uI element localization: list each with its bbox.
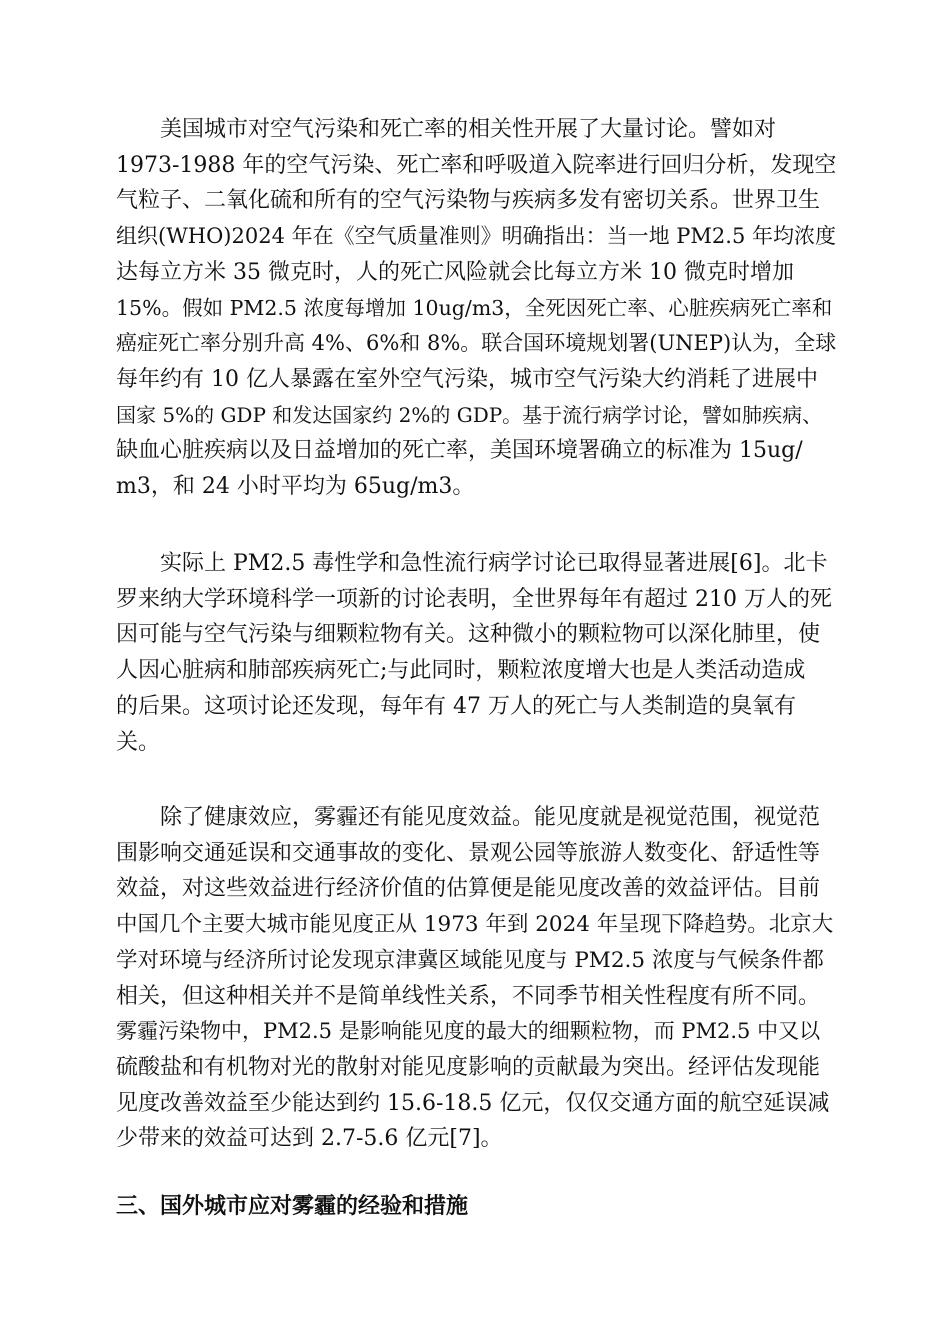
- paragraph-us-air-pollution-mortality: [116, 112, 836, 505]
- text-line: 效益，对这些效益进行经济价值的估算便是能见度改善的效益评估。目前: [116, 876, 821, 902]
- text-line: 因可能与空气污染与细颗粒物有关。这种微小的颗粒物可以深化肺里，使: [116, 622, 821, 648]
- text-line: 实际上 PM2.5 毒性学和急性流行病学讨论已取得显著进展[6]。北卡: [160, 551, 828, 576]
- text-line: 组织(WHO)2024 年在《空气质量准则》明确指出：当一地 PM2.5 年均浓度: [116, 224, 836, 249]
- text-line: 少带来的效益可达到 2.7-5.6 亿元[7]。: [116, 1126, 503, 1152]
- text-line: 中国几个主要大城市能见度正从 1973 年到 2024 年呈现下降趋势。北京大: [116, 912, 834, 938]
- text-line: 罗来纳大学环境科学一项新的讨论表明，全世界每年有超过 210 万人的死: [116, 586, 832, 612]
- text-line: 缺血心脏疾病以及日益增加的死亡率，美国环境署确立的标准为 15ug/: [116, 438, 803, 464]
- paragraph-pm25-toxicology: [116, 546, 836, 760]
- text-line: 关。: [116, 729, 161, 755]
- section-heading: 三、国外城市应对雾霾的经验和措施: [116, 1194, 469, 1219]
- text-line: 除了健康效应，雾霾还有能见度效益。能见度就是视觉范围，视觉范: [160, 805, 821, 830]
- text-line: 人因心脏病和肺部疾病死亡;与此同时，颗粒浓度增大也是人类活动造成: [116, 658, 806, 684]
- text-line: 硫酸盐和有机物对光的散射对能见度影响的贡献最为突出。经评估发现能: [116, 1054, 821, 1080]
- text-line: 国家 5%的 GDP 和发达国家约 2%的 GDP。基于流行病学讨论，譬如肺疾病、: [116, 402, 823, 427]
- text-line: 美国城市对空气污染和死亡率的相关性开展了大量讨论。譬如对: [160, 117, 777, 142]
- text-line: 每年约有 10 亿人暴露在室外空气污染，城市空气污染大约消耗了进展中: [116, 366, 818, 392]
- text-line: 相关，但这种相关并不是简单线性关系，不同季节相关性程度有所不同。: [116, 983, 821, 1009]
- paragraph-visibility-benefit: [116, 800, 836, 1157]
- text-line: m3，和 24 小时平均为 65ug/m3。: [116, 474, 475, 500]
- text-line: 雾霾污染物中，PM2.5 是影响能见度的最大的细颗粒物，而 PM2.5 中又以: [116, 1019, 821, 1044]
- text-line: 癌症死亡率分别升高 4%、6%和 8%。联合国环境规划署(UNEP)认为，全球: [116, 331, 837, 356]
- text-line: 学对环境与经济所讨论发现京津冀区域能见度与 PM2.5 浓度与气候条件都: [116, 947, 824, 973]
- text-line: 见度改善效益至少能达到约 15.6-18.5 亿元，仅仅交通方面的航空延误减: [116, 1090, 830, 1116]
- text-line: 达每立方米 35 微克时，人的死亡风险就会比每立方米 10 微克时增加: [116, 259, 794, 285]
- text-line: 15%。假如 PM2.5 浓度每增加 10ug/m3，全死因死亡率、心脏疾病死亡率和: [116, 295, 833, 320]
- text-line: 1973-1988 年的空气污染、死亡率和呼吸道入院率进行回归分析，发现空: [116, 152, 837, 178]
- text-line: 气粒子、二氧化硫和所有的空气污染物与疾病多发有密切关系。世界卫生: [116, 188, 821, 214]
- text-line: 围影响交通延误和交通事故的变化、景观公园等旅游人数变化、舒适性等: [116, 840, 821, 866]
- text-line: 的后果。这项讨论还发现，每年有 47 万人的死亡与人类制造的臭氧有: [116, 693, 796, 719]
